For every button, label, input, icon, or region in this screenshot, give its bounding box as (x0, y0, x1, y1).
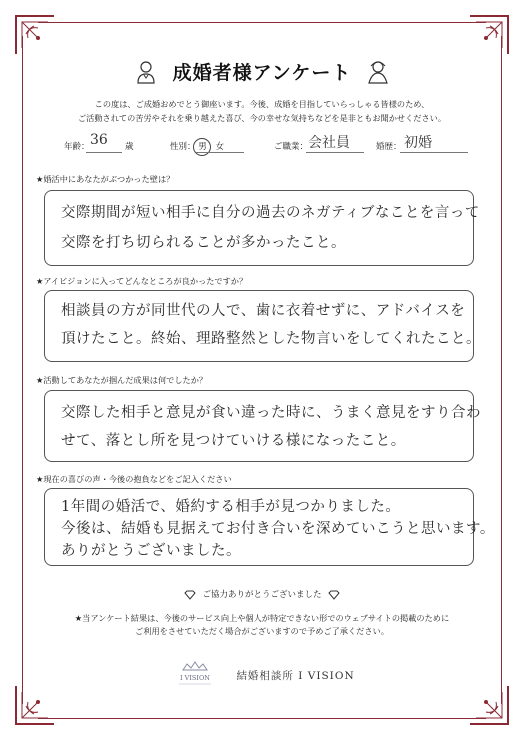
gender-female-option: 女 (215, 142, 224, 152)
answer-2-line-1: 相談員の方が同世代の人で、歯に衣着せずに、アドバイスを (61, 303, 466, 319)
usage-note-line-1: ★当アンケート結果は、今後のサービス向上や個人が特定できない形でのウェブサイトの掲載のために (74, 613, 450, 623)
answer-4-line-1: 1年間の婚活で、婚約する相手が見つかりました。 (61, 499, 401, 515)
intro-line-1: この度は、ご成婚おめでとう御座います。今後、成婚を目指していらっしゃる皆様のため、 (94, 99, 430, 109)
gender-label: 性別： (170, 142, 196, 152)
answer-3-line-2: せて、落とし所を見つけていける様になったこと。 (61, 433, 406, 449)
age-unit: 歳 (125, 142, 134, 152)
answer-2-line-2: 頂けたこと。終始、理路整然とした物言いをしてくれたこと。 (61, 331, 481, 347)
footer (0, 660, 524, 690)
usage-note (40, 612, 484, 638)
selected-circle-mark (193, 138, 211, 156)
answer-1-line-1: 交際期間が短い相手に自分の過去のネガティブなことを言って (61, 205, 480, 221)
age-field (64, 140, 90, 152)
diamond-icon (184, 590, 196, 600)
age-label: 年齢： (64, 142, 90, 152)
answer-box-4 (44, 488, 495, 566)
title-row (0, 58, 524, 85)
marital-value: 初婚 (404, 135, 432, 151)
answer-box-3 (44, 390, 481, 462)
bride-icon (367, 60, 389, 84)
question-1-label: ★婚活中にあなたがぶつかった壁は？ (36, 174, 175, 184)
question-2-label: ★アイビジョンに入ってどんなところが良かったですか？ (36, 276, 248, 286)
gender-male-option: 男 (198, 142, 207, 152)
office-name: 結婚相談所 I VISION (236, 669, 355, 682)
logo-text: I VISION (180, 674, 211, 682)
thanks-text: ご協力ありがとうございました (202, 590, 322, 600)
diamond-icon (328, 590, 340, 600)
intro-line-2: ご活動されての苦労やそれを乗り越えた喜び、今の幸せな気持ちなどを是非ともお聞かせください。 (77, 113, 447, 123)
gender-field (170, 140, 224, 152)
corner-ornament-top-right (466, 12, 512, 58)
intro-text (40, 97, 484, 125)
groom-icon (135, 60, 157, 84)
question-4-label: ★現在の喜びの声・今後の抱負などをご記入ください (36, 474, 232, 484)
marital-label: 婚歴： (376, 142, 402, 152)
corner-ornament-top-left (12, 12, 58, 58)
answer-3-line-1: 交際した相手と意見が食い違った時に、うまく意見をすり合わ (61, 405, 481, 421)
usage-note-line-2: ご利用をさせていただく場合がございますので予めご了承ください。 (135, 626, 389, 636)
question-3-label: ★活動してあなたが掴んだ成果は何でしたか？ (36, 375, 208, 385)
thanks-row (0, 588, 524, 600)
job-label: ご職業： (274, 142, 309, 152)
answer-4-line-2: 今後は、結婚も見据えてお付き合いを深めていこうと思います。 (61, 521, 495, 537)
age-value: 36 (90, 132, 108, 148)
answer-1-line-2: 交際を打ち切られることが多かったこと。 (61, 235, 346, 251)
answer-box-2 (44, 290, 481, 362)
answer-4-line-3: ありがとうございました。 (61, 543, 241, 559)
job-value: 会社員 (308, 135, 350, 151)
ivision-logo (169, 660, 221, 690)
answer-box-1 (44, 190, 480, 266)
page-title: 成婚者様アンケート (172, 62, 352, 84)
